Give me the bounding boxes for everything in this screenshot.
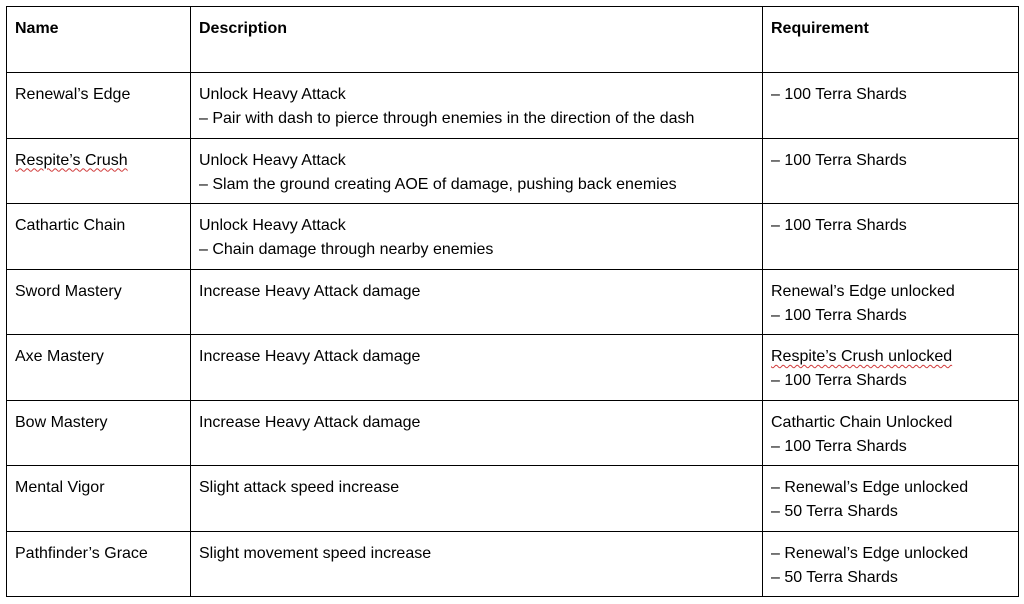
cell-requirement xyxy=(763,269,1019,335)
cell-name xyxy=(7,466,191,532)
cell-name xyxy=(7,531,191,597)
requirement-cost: – 100 Terra Shards xyxy=(771,372,907,389)
upgrade-name: Axe Mastery xyxy=(15,348,104,365)
requirement-cost: – 100 Terra Shards xyxy=(771,306,907,324)
requirement-line: Renewal’s Edge unlocked xyxy=(771,282,955,300)
table-row xyxy=(7,73,1019,139)
cell-description xyxy=(191,531,763,597)
upgrade-name: Renewal’s Edge xyxy=(15,86,131,103)
table-row xyxy=(7,138,1019,204)
upgrade-name: Bow Mastery xyxy=(15,413,108,431)
cell-name xyxy=(7,400,191,466)
upgrade-name: Cathartic Chain xyxy=(15,217,126,234)
requirement-line: – 100 Terra Shards xyxy=(771,217,907,234)
cell-description xyxy=(191,73,763,139)
description-detail: – Slam the ground creating AOE of damage, pushing back enemies xyxy=(199,175,677,193)
table-row xyxy=(7,466,1019,532)
cell-description xyxy=(191,466,763,532)
table-row xyxy=(7,204,1019,270)
description-line: Unlock Heavy Attack xyxy=(199,86,346,103)
table-row xyxy=(7,400,1019,466)
table-row xyxy=(7,269,1019,335)
requirement-cost: – 50 Terra Shards xyxy=(771,503,898,520)
upgrade-name: Respite’s Crush xyxy=(15,151,128,169)
description-line: Slight attack speed increase xyxy=(199,479,400,496)
description-line: Unlock Heavy Attack xyxy=(199,217,346,234)
cell-requirement xyxy=(763,531,1019,597)
header-requirement: Requirement xyxy=(763,7,1019,73)
requirement-cost: – 100 Terra Shards xyxy=(771,437,907,455)
cell-name xyxy=(7,335,191,401)
header-name: Name xyxy=(7,7,191,73)
cell-description xyxy=(191,400,763,466)
description-detail: – Pair with dash to pierce through enemies in the direction of the dash xyxy=(199,110,695,127)
description-detail: – Chain damage through nearby enemies xyxy=(199,241,494,258)
table-row xyxy=(7,531,1019,597)
cell-requirement xyxy=(763,138,1019,204)
requirement-cost: – 50 Terra Shards xyxy=(771,568,898,586)
description-line: Increase Heavy Attack damage xyxy=(199,282,421,300)
upgrade-name: Pathfinder’s Grace xyxy=(15,544,148,562)
description-line: Increase Heavy Attack damage xyxy=(199,413,421,431)
cell-requirement xyxy=(763,466,1019,532)
cell-name xyxy=(7,204,191,270)
cell-requirement xyxy=(763,335,1019,401)
cell-description xyxy=(191,269,763,335)
cell-name xyxy=(7,269,191,335)
table-row xyxy=(7,335,1019,401)
requirement-line: Cathartic Chain Unlocked xyxy=(771,413,953,431)
cell-description xyxy=(191,138,763,204)
description-line: Slight movement speed increase xyxy=(199,544,432,562)
cell-name xyxy=(7,138,191,204)
requirement-line: Respite’s Crush unlocked xyxy=(771,348,953,365)
cell-requirement xyxy=(763,400,1019,466)
requirement-line: – 100 Terra Shards xyxy=(771,86,907,103)
table-header-row xyxy=(7,7,1019,73)
upgrade-name: Sword Mastery xyxy=(15,282,122,300)
cell-requirement xyxy=(763,204,1019,270)
description-line: Increase Heavy Attack damage xyxy=(199,348,421,365)
requirement-line: – 100 Terra Shards xyxy=(771,151,907,169)
description-line: Unlock Heavy Attack xyxy=(199,151,346,169)
cell-description xyxy=(191,204,763,270)
cell-description xyxy=(191,335,763,401)
cell-requirement xyxy=(763,73,1019,139)
upgrade-name: Mental Vigor xyxy=(15,479,105,496)
cell-name xyxy=(7,73,191,139)
upgrades-table xyxy=(6,6,1019,597)
header-description: Description xyxy=(191,7,763,73)
requirement-line: – Renewal’s Edge unlocked xyxy=(771,479,969,496)
requirement-line: – Renewal’s Edge unlocked xyxy=(771,544,969,562)
